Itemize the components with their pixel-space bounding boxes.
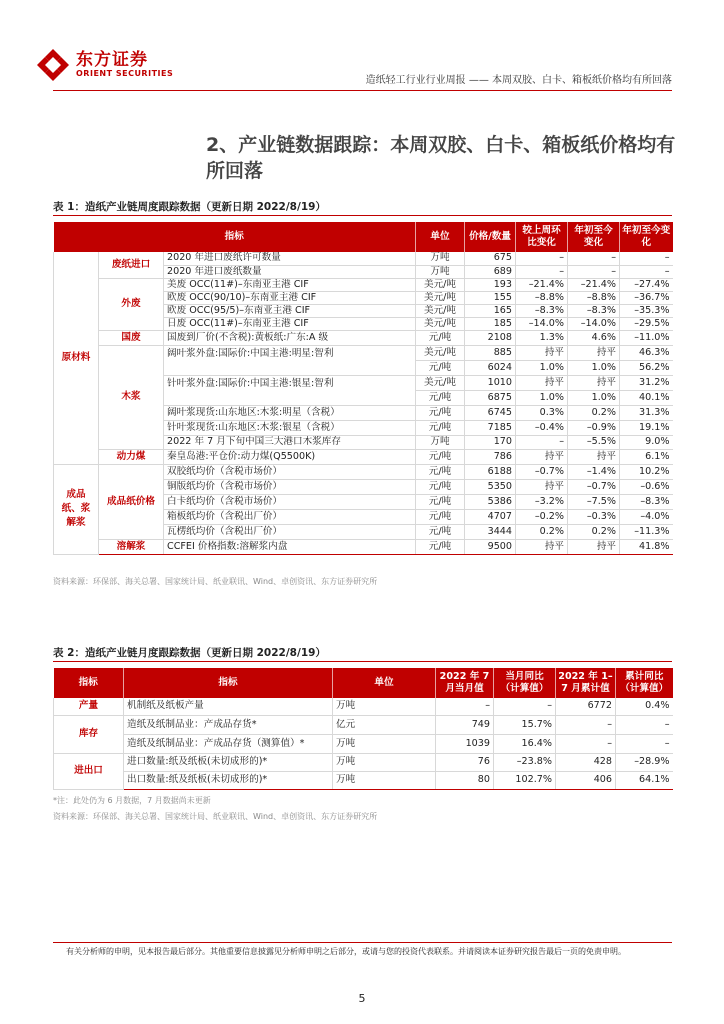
row-value: 3444 [465,524,516,539]
subgroup-label: 动力煤 [99,449,164,464]
header-indicator: 指标 [124,668,333,698]
row-ytd: –0.7% [568,479,620,494]
row-value: 689 [465,265,516,278]
header-cumulative: 2022 年 1–7 月累计值 [556,668,616,698]
row-unit: 美元/吨 [416,375,465,390]
row-yoy: – [620,252,673,265]
row-yoy: 46.3% [620,345,673,360]
row-value: 155 [465,291,516,304]
table1-header-row [54,222,673,252]
header-cumulative-yoy: 累计同比（计算值） [616,668,673,698]
row-yoy: –29.5% [620,317,673,330]
row-name: 国废到厂价(不含税):黄板纸:广东:A 级 [164,330,416,345]
row-wow: 0.2% [516,524,568,539]
row-yoy: 56.2% [620,360,673,375]
row-name: 欧废 OCC(95/5)–东南亚主港 CIF [164,304,416,317]
row-name: 铜版纸均价（含税市场价） [164,479,416,494]
row-name: 出口数量:纸及纸板(未切成形的)* [124,771,333,789]
group-label: 成品纸、浆解浆 [54,464,99,554]
row-value: 6024 [465,360,516,375]
row-ytd: –0.9% [568,420,620,435]
table-row [54,539,673,554]
row-ytd: –7.5% [568,494,620,509]
logo-text-cn: 东方证券 [76,50,148,70]
row-value: 9500 [465,539,516,554]
row-yoy: 40.1% [620,390,673,405]
row-unit: 美元/吨 [416,345,465,360]
row-name: 机制纸及纸板产量 [124,698,333,715]
row-unit: 美元/吨 [416,291,465,304]
row-unit: 万吨 [333,771,436,789]
row-cumulative: 406 [556,771,616,789]
header-wow: 较上周环比变化 [516,222,568,252]
row-month: 76 [436,753,494,771]
row-unit: 元/吨 [416,360,465,375]
report-title: 造纸轻工行业行业周报 —— 本周双胶、白卡、箱板纸价格均有所回落 [365,75,672,86]
row-yoy: –11.3% [620,524,673,539]
row-value: 5350 [465,479,516,494]
header-month-yoy: 当月同比（计算值） [494,668,556,698]
row-cumulative-yoy: – [616,734,673,753]
row-cumulative-yoy: 64.1% [616,771,673,789]
row-wow: – [516,435,568,449]
row-wow: 持平 [516,375,568,390]
row-unit: 亿元 [333,715,436,734]
row-unit: 元/吨 [416,479,465,494]
row-value: 6745 [465,405,516,420]
table-row [54,698,673,715]
row-unit: 万吨 [333,698,436,715]
row-name: 阔叶浆外盘:国际价:中国主港:明星:智利 [164,345,416,375]
row-cumulative-yoy: 0.4% [616,698,673,715]
row-unit: 元/吨 [416,524,465,539]
row-ytd: 持平 [568,345,620,360]
row-ytd: 0.2% [568,524,620,539]
row-ytd: 1.0% [568,390,620,405]
row-ytd: 0.2% [568,405,620,420]
row-value: 165 [465,304,516,317]
row-name: 欧废 OCC(90/10)–东南亚主港 CIF [164,291,416,304]
row-ytd: –1.4% [568,464,620,479]
page-number: 5 [358,992,366,1005]
row-wow: –14.0% [516,317,568,330]
row-wow: 1.0% [516,390,568,405]
disclaimer: 有关分析师的申明，见本报告最后部分。其他重要信息披露见分析师申明之后部分，或请与您的投资代表联系。并请阅读本证券研究报告最后一页的免责申明。 [66,947,626,956]
row-unit: 元/吨 [416,449,465,464]
group-label: 原材料 [54,252,99,464]
header-value: 价格/数量 [465,222,516,252]
row-value: 675 [465,252,516,265]
row-unit: 万吨 [416,435,465,449]
row-wow: –8.8% [516,291,568,304]
row-name: 2020 年进口废纸许可数量 [164,252,416,265]
row-yoy: 10.2% [620,464,673,479]
row-unit: 元/吨 [416,390,465,405]
row-cumulative-yoy: – [616,715,673,734]
row-unit: 元/吨 [416,420,465,435]
row-value: 7185 [465,420,516,435]
row-unit: 美元/吨 [416,304,465,317]
row-name: 针叶浆外盘:国际价:中国主港:银星:智利 [164,375,416,405]
row-unit: 美元/吨 [416,317,465,330]
row-wow: –0.7% [516,464,568,479]
row-unit: 元/吨 [416,509,465,524]
row-name: 进口数量:纸及纸板(未切成形的)* [124,753,333,771]
row-ytd: 持平 [568,375,620,390]
row-unit: 美元/吨 [416,278,465,291]
row-unit: 元/吨 [416,494,465,509]
row-name: 阔叶浆现货:山东地区:木浆:明星（含税） [164,405,416,420]
row-unit: 元/吨 [416,539,465,554]
row-name: 双胶纸均价（含税市场价） [164,464,416,479]
row-cumulative: 6772 [556,698,616,715]
row-yoy: –8.3% [620,494,673,509]
row-name: CCFEI 价格指数:溶解浆内盘 [164,539,416,554]
footer-divider [53,942,672,943]
row-ytd: – [568,265,620,278]
row-value: 1010 [465,375,516,390]
row-yoy: 9.0% [620,435,673,449]
row-yoy: 31.2% [620,375,673,390]
header-divider [53,90,672,91]
row-wow: –3.2% [516,494,568,509]
row-name: 造纸及纸制品业：产成品存货（测算值）* [124,734,333,753]
row-yoy: 31.3% [620,405,673,420]
header-month-value: 2022 年 7 月当月值 [436,668,494,698]
row-month: 749 [436,715,494,734]
header-unit: 单位 [416,222,465,252]
row-ytd: 持平 [568,449,620,464]
section-title: 2、产业链数据跟踪：本周双胶、白卡、箱板纸价格均有所回落 [206,134,676,182]
row-value: 2108 [465,330,516,345]
table-row [54,330,673,345]
row-unit: 万吨 [416,252,465,265]
header-category: 指标 [54,668,124,698]
table-row [54,715,673,734]
row-name: 2022 年 7 月下旬中国三大港口木浆库存 [164,435,416,449]
row-wow: 持平 [516,479,568,494]
header-ytd: 年初至今变化 [568,222,620,252]
group-label: 库存 [54,715,124,753]
table-row [54,345,673,360]
row-cumulative: – [556,715,616,734]
group-label: 进出口 [54,753,124,789]
table-row [54,449,673,464]
row-name: 白卡纸均价（含税市场价） [164,494,416,509]
table2-note: *注：此处仍为 6 月数据，7 月数据尚未更新 [53,796,211,805]
subgroup-label: 外废 [99,278,164,330]
header-indicator: 指标 [54,222,416,252]
row-yoy: –35.3% [620,304,673,317]
row-wow: – [516,265,568,278]
row-name: 针叶浆现货:山东地区:木浆:银星（含税） [164,420,416,435]
row-wow: 0.3% [516,405,568,420]
subgroup-label: 木浆 [99,345,164,449]
row-ytd: – [568,252,620,265]
row-month-yoy: –23.8% [494,753,556,771]
row-value: 885 [465,345,516,360]
row-name: 造纸及纸制品业：产成品存货* [124,715,333,734]
row-ytd: 1.0% [568,360,620,375]
row-value: 170 [465,435,516,449]
row-name: 美废 OCC(11#)–东南亚主港 CIF [164,278,416,291]
row-name: 箱板纸均价（含税出厂价） [164,509,416,524]
row-ytd: –5.5% [568,435,620,449]
table-row [54,753,673,771]
row-ytd: –14.0% [568,317,620,330]
row-ytd: 4.6% [568,330,620,345]
row-unit: 元/吨 [416,330,465,345]
table2-source: 资料来源：环保部、海关总署、国家统计局、纸业联讯、Wind、卓创资讯、东方证券研究所 [53,812,378,821]
row-name: 秦皇岛港:平仓价:动力煤(Q5500K) [164,449,416,464]
row-yoy: –4.0% [620,509,673,524]
row-value: 6875 [465,390,516,405]
row-wow: 持平 [516,539,568,554]
row-name: 瓦楞纸均价（含税出厂价） [164,524,416,539]
table-row [54,734,673,753]
row-name: 日废 OCC(11#)–东南亚主港 CIF [164,317,416,330]
table-row [54,278,673,291]
row-ytd: –0.3% [568,509,620,524]
logo-text-en: ORIENT SECURITIES [76,69,174,78]
row-ytd: –8.3% [568,304,620,317]
row-yoy: –11.0% [620,330,673,345]
row-wow: 持平 [516,345,568,360]
row-wow: –0.4% [516,420,568,435]
table1-title-rule [53,215,672,216]
row-unit: 元/吨 [416,464,465,479]
row-cumulative: 428 [556,753,616,771]
table-row [54,252,673,265]
row-month-yoy: – [494,698,556,715]
row-ytd: –21.4% [568,278,620,291]
row-wow: 1.3% [516,330,568,345]
row-yoy: –36.7% [620,291,673,304]
row-yoy: – [620,265,673,278]
row-wow: – [516,252,568,265]
row-wow: 1.0% [516,360,568,375]
row-yoy: –27.4% [620,278,673,291]
group-label: 产量 [54,698,124,715]
row-wow: –8.3% [516,304,568,317]
row-wow: 持平 [516,449,568,464]
table2-title: 表 2：造纸产业链月度跟踪数据（更新日期 2022/8/19） [53,647,326,659]
table2-title-rule [53,661,672,662]
row-month: 80 [436,771,494,789]
row-value: 786 [465,449,516,464]
row-month-yoy: 15.7% [494,715,556,734]
row-value: 193 [465,278,516,291]
row-unit: 元/吨 [416,405,465,420]
table-row [54,464,673,479]
row-unit: 万吨 [333,734,436,753]
row-month-yoy: 102.7% [494,771,556,789]
header-yoy: 年初至今变化 [620,222,673,252]
row-value: 5386 [465,494,516,509]
row-ytd: –8.8% [568,291,620,304]
row-unit: 万吨 [416,265,465,278]
row-cumulative: – [556,734,616,753]
table-row [54,771,673,789]
row-yoy: 19.1% [620,420,673,435]
row-month: – [436,698,494,715]
row-yoy: –0.6% [620,479,673,494]
subgroup-label: 成品纸价格 [99,464,164,539]
row-wow: –0.2% [516,509,568,524]
row-value: 185 [465,317,516,330]
header-unit: 单位 [333,668,436,698]
row-cumulative-yoy: –28.9% [616,753,673,771]
row-yoy: 6.1% [620,449,673,464]
row-month-yoy: 16.4% [494,734,556,753]
subgroup-label: 溶解浆 [99,539,164,554]
subgroup-label: 国废 [99,330,164,345]
row-ytd: 持平 [568,539,620,554]
company-logo [36,48,173,82]
table1-source: 资料来源：环保部、海关总署、国家统计局、纸业联讯、Wind、卓创资讯、东方证券研究所 [53,577,378,586]
weekly-data-table [53,222,673,555]
row-value: 4707 [465,509,516,524]
monthly-data-table [53,668,673,790]
row-unit: 万吨 [333,753,436,771]
table1-title: 表 1：造纸产业链周度跟踪数据（更新日期 2022/8/19） [53,201,326,213]
row-month: 1039 [436,734,494,753]
subgroup-label: 废纸进口 [99,252,164,278]
row-name: 2020 年进口废纸数量 [164,265,416,278]
row-value: 6188 [465,464,516,479]
row-yoy: 41.8% [620,539,673,554]
logo-icon [36,48,70,82]
table2-header-row [54,668,673,698]
row-wow: –21.4% [516,278,568,291]
